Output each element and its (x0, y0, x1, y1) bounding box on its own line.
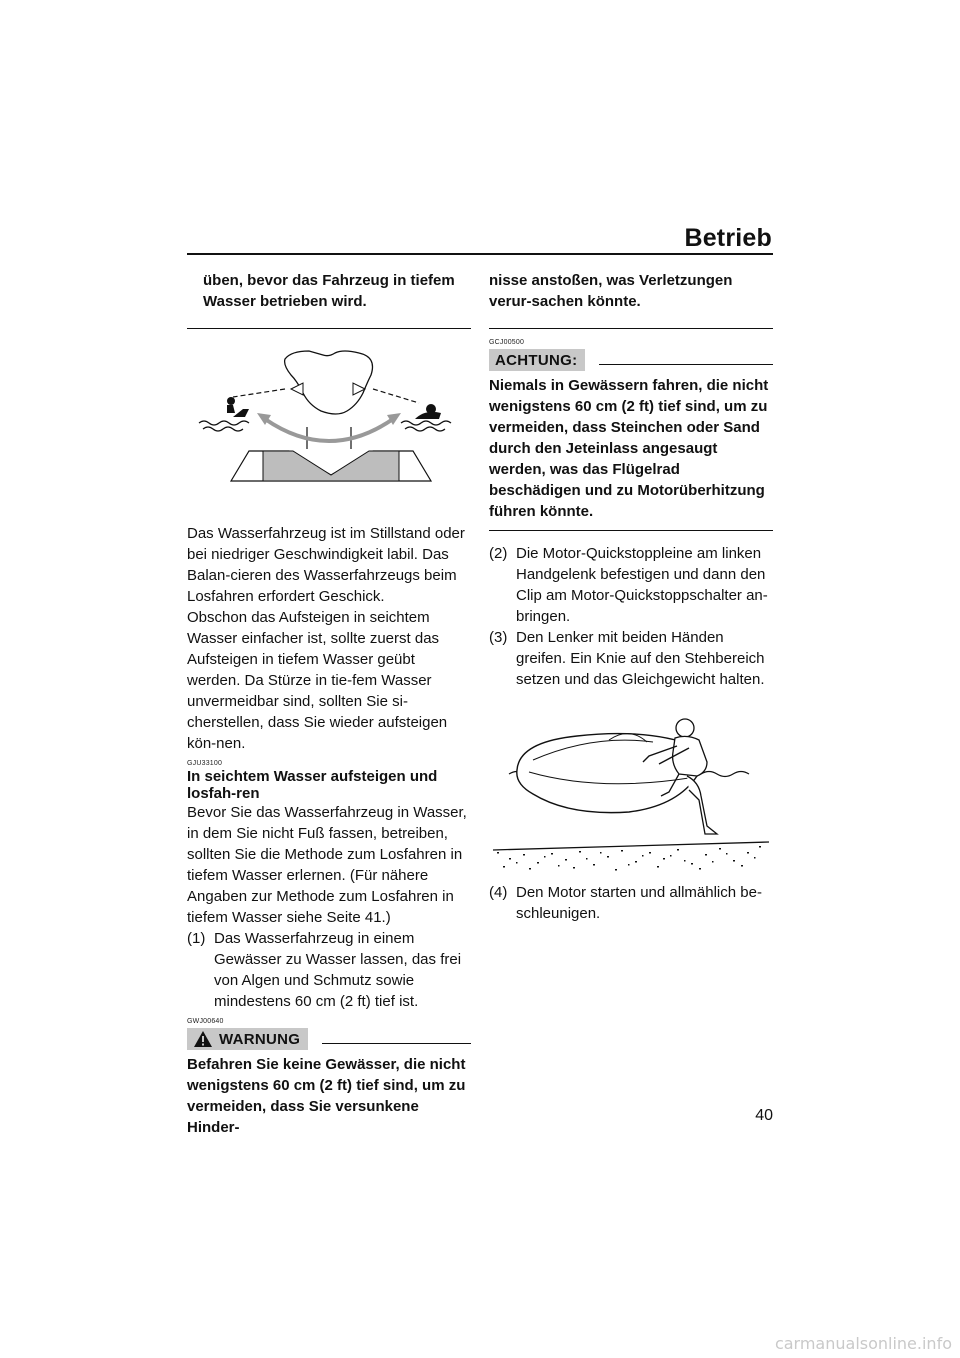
step-number: (1) (187, 930, 206, 947)
warning-triangle-icon (193, 1030, 213, 1048)
step-number: (2) (489, 545, 508, 562)
step-number: (3) (489, 629, 508, 646)
step-text: Den Lenker mit beiden Händen greifen. Ein Knie auf den Stehbereich setzen und das Gleichgewicht halten. (516, 629, 765, 688)
step-4 (489, 882, 773, 924)
caution-header-rule (599, 364, 773, 365)
warning-header (187, 1028, 471, 1050)
warning-label: WARNUNG (219, 1030, 301, 1048)
step-2 (489, 543, 773, 627)
caution-code: GCJ00500 (489, 339, 525, 346)
caution-end-rule (489, 530, 773, 531)
header-rule (187, 253, 773, 255)
warning-end-rule-right (489, 328, 773, 329)
stability-paragraph: Das Wasserfahrzeug ist im Stillstand oder bei niedriger Geschwindigkeit labil. Das Balan-cieren des Wasserfahrzeugs beim Losfahren erfordert Geschick. (187, 525, 465, 605)
caution-badge: ACHTUNG: (489, 349, 585, 371)
step-text: Die Motor-Quickstoppleine am linken Handgelenk befestigen und dann den Clip am Motor-Quickstoppschalter an-bringen. (516, 545, 768, 625)
boarding-illustration (489, 712, 773, 872)
left-column (187, 268, 471, 1138)
balance-illustration (187, 349, 471, 489)
warning-badge (187, 1028, 308, 1050)
warning-continuation-right: nisse anstoßen, was Verletzungen verur-sachen könnte. (489, 272, 733, 310)
step-number: (4) (489, 884, 508, 901)
section-code: GJU33100 (187, 760, 223, 767)
caution-text: Niemals in Gewässern fahren, die nicht wenigstens 60 cm (2 ft) tief sind, um zu vermeiden, dass Steinchen oder Sand durch den Jeteinlass angesaugt werden, was das Flügelrad beschädigen und zu Motorüberhitzung führen könnte. (489, 377, 769, 520)
boarding-paragraph: Obschon das Aufsteigen in seichtem Wasser einfacher ist, sollte zuerst das Aufsteigen in tiefem Wasser geübt werden. Da Stürze in tie-fem Wasser unvermeidbar sind, sollten Sie si-cherstellen, dass Sie wieder aufsteigen kön-nen. (187, 609, 448, 752)
page-title: Betrieb (684, 224, 772, 252)
page-number: 40 (755, 1107, 773, 1124)
right-column (489, 268, 773, 924)
step-3 (489, 627, 773, 690)
section-paragraph: Bevor Sie das Wasserfahrzeug in Wasser, in dem Sie nicht Fuß fassen, betreiben, sollten Sie die Methode zum Losfahren in tiefem Wasser erlernen. (Für nähere Angaben zur Methode zum Losfahren in tiefem Wasser siehe Seite 41.) (187, 804, 467, 926)
step-text: Das Wasserfahrzeug in einem Gewässer zu Wasser lassen, das frei von Algen und Schmutz sowie mindestens 60 cm (2 ft) tief ist. (214, 930, 462, 1010)
warning-continuation: üben, bevor das Fahrzeug in tiefem Wasser betrieben wird. (203, 272, 455, 310)
warning-code: GWJ00640 (187, 1018, 224, 1025)
section-heading: In seichtem Wasser aufsteigen und losfah-ren (187, 768, 438, 802)
watermark: carmanualsonline.info (774, 1334, 952, 1353)
warning-header-rule (322, 1043, 471, 1044)
warning-text: Befahren Sie keine Gewässer, die nicht wenigstens 60 cm (2 ft) tief sind, um zu vermeiden, dass Sie versunkene Hinder- (187, 1056, 466, 1136)
step-text: Den Motor starten und allmählich be-schleunigen. (516, 884, 762, 922)
step-1 (187, 928, 471, 1012)
caution-header (489, 349, 773, 371)
warning-end-rule (187, 328, 471, 329)
